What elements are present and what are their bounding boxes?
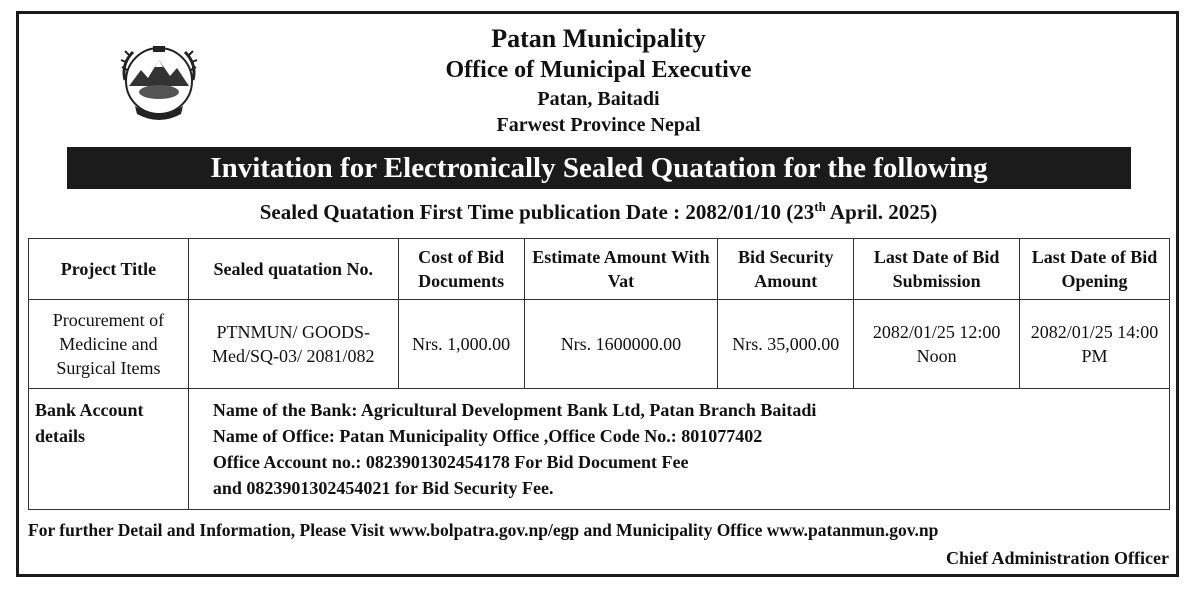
- header-last-date-opening: Last Date of Bid Opening: [1020, 239, 1170, 300]
- publication-date-superscript: th: [814, 199, 826, 214]
- invitation-banner: Invitation for Electronically Sealed Quatation for the following: [67, 147, 1131, 189]
- province-name: Farwest Province Nepal: [496, 114, 701, 136]
- publication-date: [0, 199, 1197, 225]
- security-fee-account-line: and 0823901302454021 for Bid Security Fee.: [212, 478, 554, 498]
- publication-date-suffix: April. 2025): [825, 200, 938, 224]
- cell-quotation-no: PTNMUN/ GOODS-Med/SQ-03/ 2081/082: [188, 300, 398, 389]
- bank-name-line: Name of the Bank: Agricultural Development Bank Ltd, Patan Branch Baitadi: [212, 400, 817, 420]
- office-name: Office of Municipal Executive: [445, 57, 752, 83]
- table-row: [29, 300, 1170, 389]
- office-address: Patan, Baitadi: [537, 88, 660, 110]
- document-fee-account-line: Office Account no.: 0823901302454178 For Bid Document Fee: [212, 452, 689, 472]
- table-header-row: [29, 239, 1170, 300]
- cell-bid-security-amount: Nrs. 35,000.00: [718, 300, 854, 389]
- bank-details: [188, 389, 1169, 510]
- bid-table: [28, 238, 1170, 510]
- bank-details-label: Bank Account details: [29, 389, 189, 510]
- cell-last-date-opening: 2082/01/25 14:00 PM: [1020, 300, 1170, 389]
- header-cost-of-bid-documents: Cost of Bid Documents: [398, 239, 524, 300]
- publication-date-prefix: Sealed Quatation First Time publication Date : 2082/01/10 (23: [259, 200, 815, 224]
- header-last-date-submission: Last Date of Bid Submission: [854, 239, 1020, 300]
- bank-details-row: [29, 389, 1170, 510]
- footer-signatory: Chief Administration Officer: [946, 548, 1169, 568]
- cell-project-title: Procurement of Medicine and Surgical Items: [29, 300, 189, 389]
- header-estimate-amount: Estimate Amount With Vat: [524, 239, 718, 300]
- header-quotation-no: Sealed quatation No.: [188, 239, 398, 300]
- cell-cost-of-bid-documents: Nrs. 1,000.00: [398, 300, 524, 389]
- header-bid-security-amount: Bid Security Amount: [718, 239, 854, 300]
- municipality-name: Patan Municipality: [491, 24, 706, 53]
- cell-estimate-amount: Nrs. 1600000.00: [524, 300, 718, 389]
- cell-last-date-submission: 2082/01/25 12:00 Noon: [854, 300, 1020, 389]
- header-project-title: Project Title: [29, 239, 189, 300]
- office-code-line: Name of Office: Patan Municipality Office ,Office Code No.: 801077402: [212, 426, 763, 446]
- footer-info: For further Detail and Information, Please Visit www.bolpatra.gov.np/egp and Municipality Office www.patanmun.gov.np: [28, 520, 939, 540]
